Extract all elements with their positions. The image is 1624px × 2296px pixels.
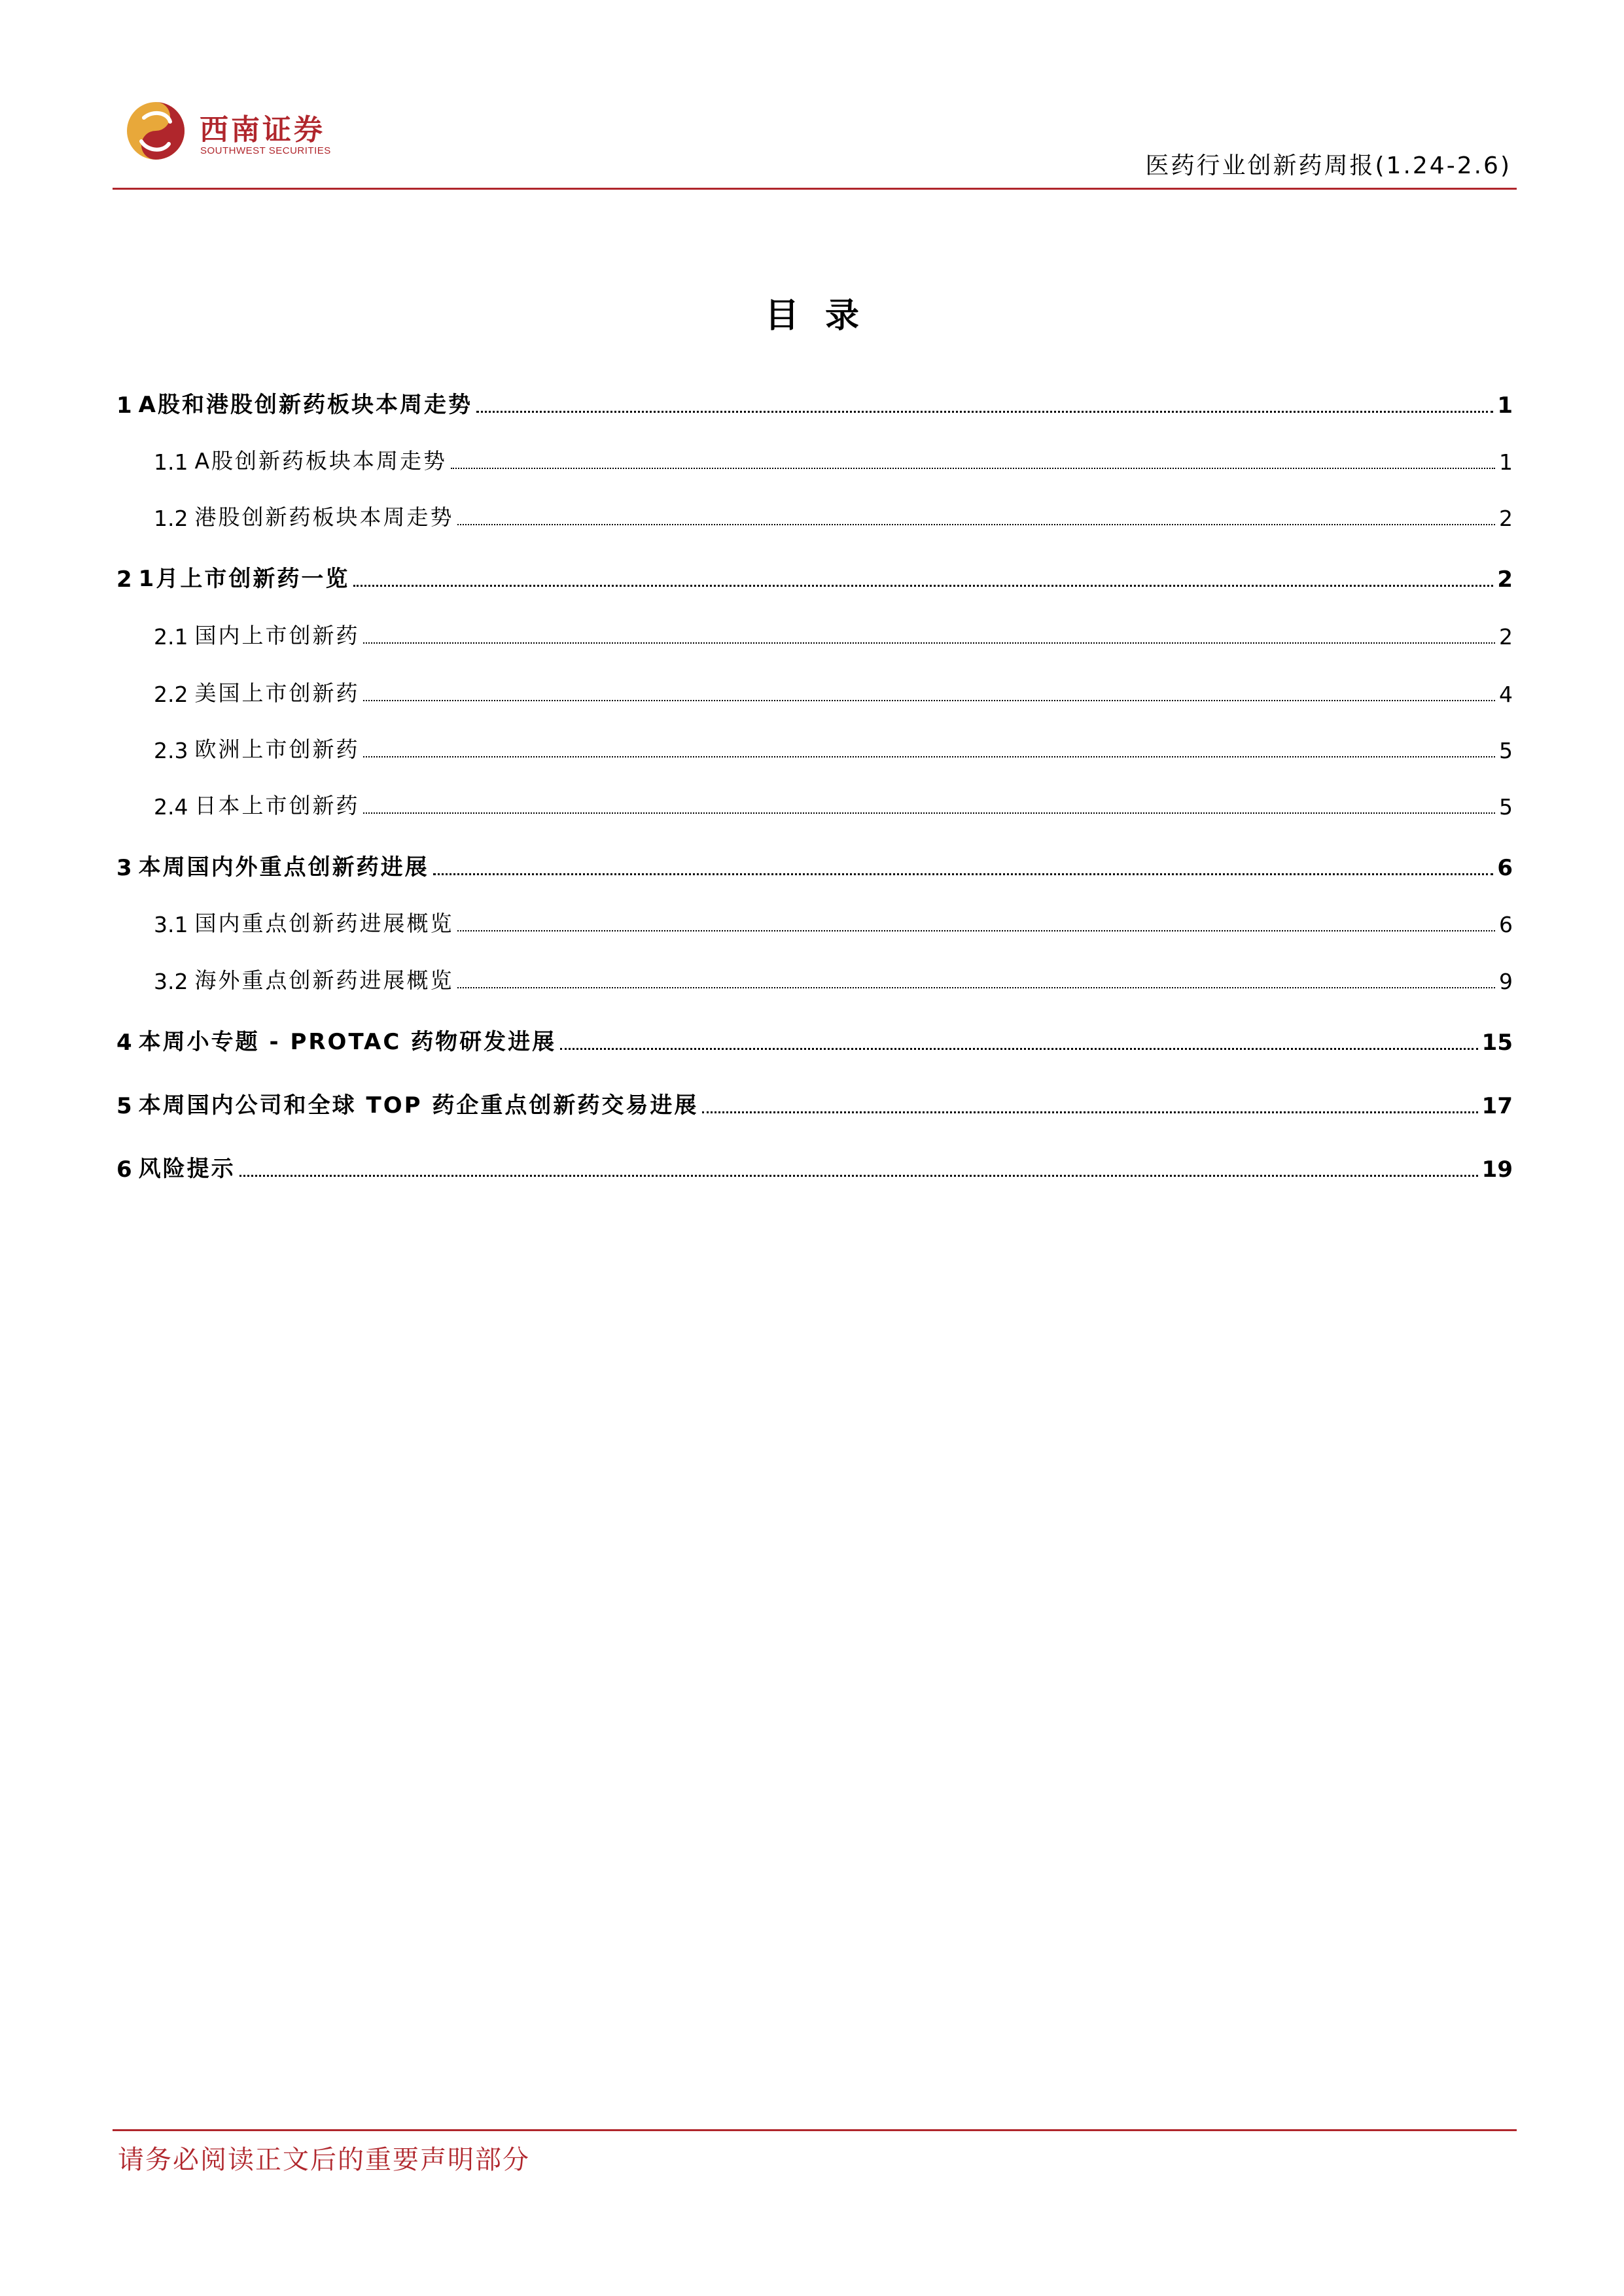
toc-entry-page: 19 (1481, 1157, 1513, 1183)
toc-entry-3[interactable] (116, 848, 1513, 881)
toc-entry-label: 日本上市创新药 (194, 793, 360, 818)
toc-entry-page: 15 (1481, 1030, 1513, 1056)
toc-entry-6[interactable] (116, 1150, 1513, 1183)
logo-chinese-name: 西南证券 (200, 113, 325, 147)
footer-divider (113, 2129, 1517, 2131)
toc-dot-leader (363, 642, 1495, 644)
logo-english-name: SOUTHWEST SECURITIES (200, 145, 331, 156)
toc-entry-2-3[interactable] (154, 731, 1513, 763)
toc-dot-leader (353, 585, 1493, 587)
toc-entry-number: 6 (116, 1157, 132, 1183)
toc-entry-number: 1 (116, 392, 132, 419)
toc-entry-2-2[interactable] (154, 674, 1513, 707)
toc-dot-leader (457, 524, 1495, 525)
toc-entry-number: 2.1 (154, 624, 188, 650)
toc-entry-page: 2 (1499, 624, 1513, 650)
toc-entry-page: 2 (1499, 506, 1513, 531)
toc-entry-page: 2 (1497, 566, 1513, 593)
toc-entry-page: 6 (1499, 912, 1513, 937)
toc-entry-number: 4 (116, 1030, 132, 1056)
toc-entry-3-1[interactable] (154, 905, 1513, 937)
report-title: 医药行业创新药周报(1.24-2.6) (1145, 152, 1511, 179)
toc-dot-leader (457, 930, 1495, 931)
toc-dot-leader (457, 987, 1495, 988)
toc-dot-leader (451, 468, 1495, 469)
toc-entry-label: 港股创新药板块本周走势 (194, 504, 454, 530)
company-logo (124, 98, 340, 164)
toc-entry-label: 海外重点创新药进展概览 (194, 967, 454, 993)
toc-entry-number: 2.2 (154, 682, 188, 707)
toc-entry-number: 5 (116, 1093, 132, 1119)
toc-entry-label: 美国上市创新药 (194, 680, 360, 706)
toc-entry-number: 2.3 (154, 738, 188, 763)
toc-entry-5[interactable] (116, 1087, 1513, 1119)
toc-entry-3-2[interactable] (154, 962, 1513, 994)
toc-entry-number: 1.1 (154, 449, 188, 475)
toc-entry-1-1[interactable] (154, 442, 1513, 475)
toc-entry-page: 4 (1499, 682, 1513, 707)
toc-entry-label: 国内重点创新药进展概览 (194, 911, 454, 936)
toc-entry-2-1[interactable] (154, 617, 1513, 650)
logo-emblem-icon (124, 98, 190, 164)
toc-entry-label: 国内上市创新药 (194, 623, 360, 648)
toc-entry-page: 5 (1499, 738, 1513, 763)
toc-entry-label: 本周小专题 - PROTAC 药物研发进展 (138, 1029, 557, 1055)
toc-entry-page: 17 (1481, 1093, 1513, 1119)
header-divider (113, 188, 1517, 190)
toc-dot-leader (560, 1048, 1478, 1050)
toc-entry-1-2[interactable] (154, 498, 1513, 531)
toc-entry-page: 6 (1497, 855, 1513, 881)
toc-entry-2[interactable] (116, 560, 1513, 593)
toc-dot-leader (702, 1111, 1477, 1113)
toc-dot-leader (433, 873, 1494, 875)
toc-dot-leader (363, 700, 1495, 701)
toc-entry-4[interactable] (116, 1023, 1513, 1056)
toc-entry-number: 1.2 (154, 506, 188, 531)
toc-entry-page: 1 (1499, 449, 1513, 475)
toc-entry-number: 2.4 (154, 794, 188, 820)
toc-entry-label: 本周国内外重点创新药进展 (138, 854, 429, 880)
toc-entry-number: 3.1 (154, 912, 188, 937)
toc-entry-number: 3 (116, 855, 132, 881)
toc-entry-1[interactable] (116, 386, 1513, 419)
toc-entry-label: 欧洲上市创新药 (194, 737, 360, 762)
toc-entry-page: 9 (1499, 969, 1513, 994)
toc-entry-number: 3.2 (154, 969, 188, 994)
toc-entry-2-4[interactable] (154, 787, 1513, 820)
toc-dot-leader (363, 812, 1495, 814)
toc-dot-leader (239, 1175, 1478, 1177)
toc-entry-label: 风险提示 (138, 1156, 236, 1182)
toc-entry-number: 2 (116, 566, 132, 593)
toc-heading: 目录 (764, 296, 885, 336)
toc-entry-label: A股和港股创新药板块本周走势 (138, 392, 472, 418)
toc-entry-page: 1 (1497, 392, 1513, 419)
footer-disclaimer-notice: 请务必阅读正文后的重要声明部分 (118, 2145, 530, 2175)
toc-entry-label: A股创新药板块本周走势 (194, 448, 448, 474)
toc-entry-label: 1月上市创新药一览 (138, 566, 350, 592)
toc-dot-leader (476, 411, 1493, 413)
toc-dot-leader (363, 756, 1495, 757)
toc-entry-label: 本周国内公司和全球 TOP 药企重点创新药交易进展 (138, 1092, 699, 1119)
toc-entry-page: 5 (1499, 794, 1513, 820)
